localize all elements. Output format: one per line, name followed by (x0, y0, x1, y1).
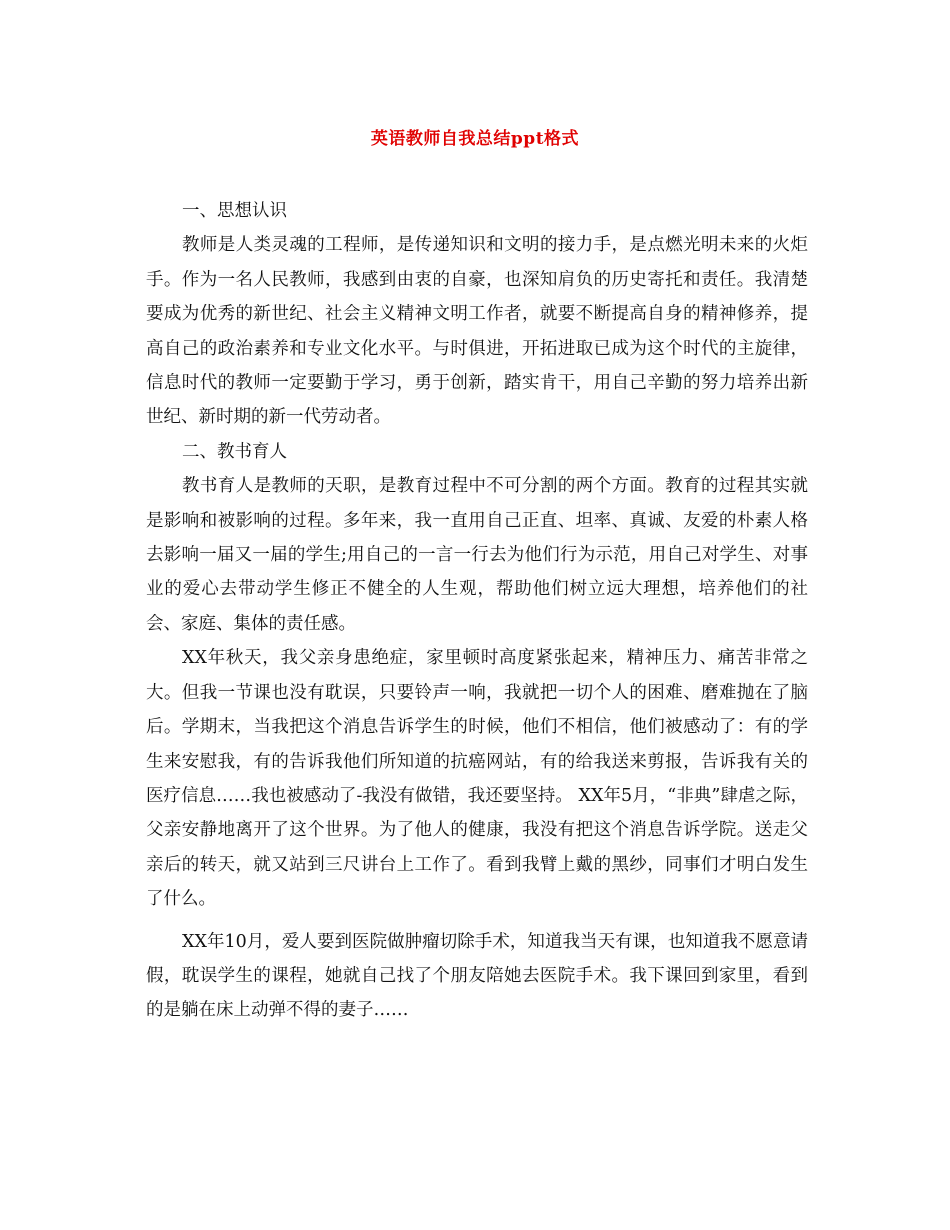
paragraph-father-illness: XX年秋天，我父亲身患绝症，家里顿时高度紧张起来，精神压力、痛苦非常之大。但我一节课也没有耽误，只要铃声一响，我就把一切个人的困难、磨难抛在了脑后。学期末，当我把这个消息告诉学生的时候，他们不相信，他们被感动了：有的学生来安慰我，有的告诉我他们所知道的抗癌网站，有的给我送来剪报，告诉我有关的医疗信息……我也被感动了-我没有做错，我还要坚持。 XX年5月，“非典”肆虐之际，父亲安静地离开了这个世界。为了他人的健康，我没有把这个消息告诉学院。送走父亲后的转天，就又站到三尺讲台上工作了。看到我臂上戴的黑纱，同事们才明白发生了什么。 (146, 648, 808, 910)
document-body (146, 194, 808, 1028)
paragraph-teaching-duty: 教书育人是教师的天职，是教育过程中不可分割的两个方面。教育的过程其实就是影响和被影响的过程。多年来，我一直用自己正直、坦率、真诚、友爱的朴素人格去影响一届又一届的学生;用自己的一言一行去为他们行为示范，用自己对学生、对事业的爱心去带动学生修正不健全的人生观，帮助他们树立远大理想，培养他们的社会、家庭、集体的责任感。 (146, 476, 808, 634)
section-heading-thought: 一、思想认识 (182, 201, 287, 221)
section-heading-teaching: 二、教书育人 (182, 441, 287, 462)
paragraph-thought: 教师是人类灵魂的工程师，是传递知识和文明的接力手，是点燃光明未来的火炬手。作为一名人民教师，我感到由衷的自豪，也深知肩负的历史寄托和责任。我清楚要成为优秀的新世纪、社会主义精神文明工作者，就要不断提高自身的精神修养，提高自己的政治素养和专业文化水平。与时俱进，开拓进取已成为这个时代的主旋律，信息时代的教师一定要勤于学习，勇于创新，踏实肯干，用自己辛勤的努力培养出新世纪、新时期的新一代劳动者。 (146, 235, 808, 428)
document-title: 英语教师自我总结ppt格式 (370, 129, 580, 149)
paragraph-wife-surgery: XX年10月，爱人要到医院做肿瘤切除手术，知道我当天有课，也知道我不愿意请假，耽误学生的课程，她就自己找了个朋友陪她去医院手术。我下课回到家里，看到的是躺在床上动弹不得的妻子…… (146, 931, 808, 1021)
